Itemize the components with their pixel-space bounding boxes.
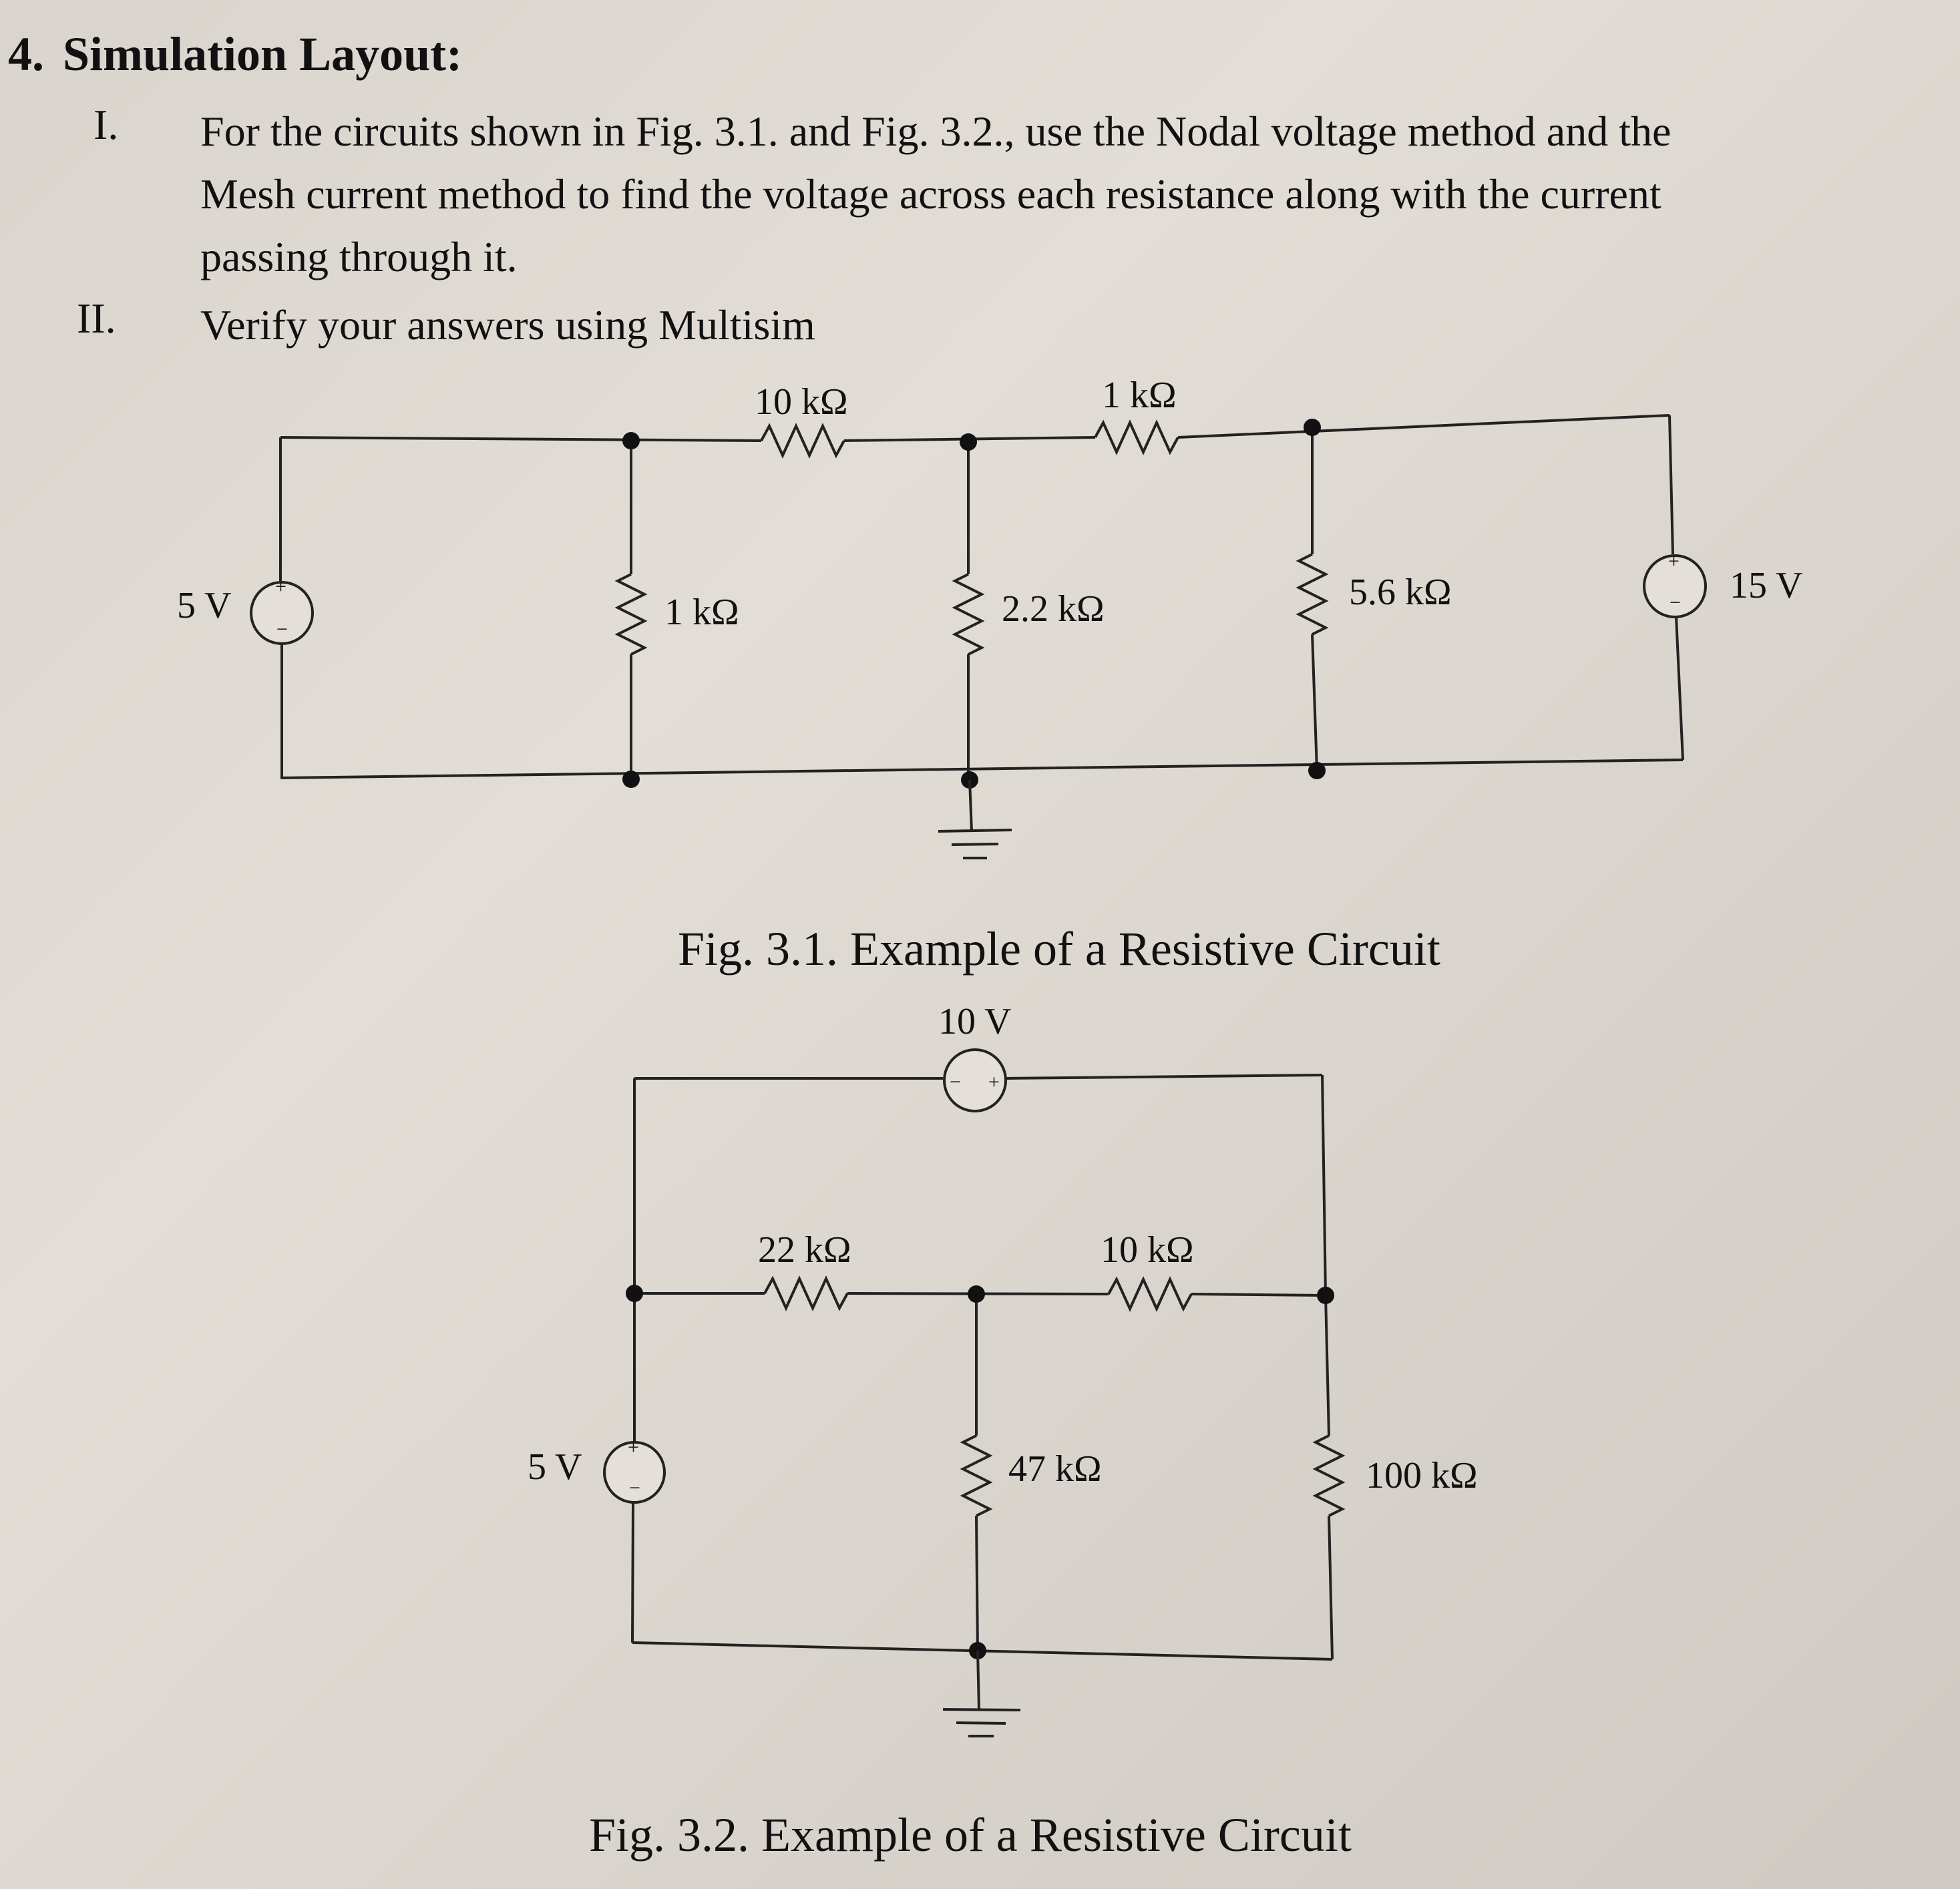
item-marker-1: I. [93,101,119,148]
fig2-resistor-22k-series [765,1279,847,1308]
fig2-series-10k-label: 10 kΩ [1101,1229,1194,1271]
fig1-resistor-1k-series [1095,423,1178,452]
fig1-resistor-5-6k-shunt [1299,554,1326,634]
fig2-top-wire-right [1006,1075,1322,1078]
fig2-caption: Fig. 3.2. Example of a Resistive Circuit [589,1808,1352,1862]
fig2-series-22k-label: 22 kΩ [758,1229,851,1271]
item-marker-2: II. [77,294,116,342]
fig1-source-5v-minus: − [276,618,288,640]
fig1-junction-dot [1304,419,1321,436]
fig1-junction-dot [960,433,977,451]
fig1-resistor-1k-shunt [618,574,644,654]
fig1-resistor-10k-series [761,426,844,455]
fig2-source-5v-minus: − [629,1477,640,1499]
fig1-source-5v-plus: + [275,576,286,598]
fig1-junction-dot [622,432,640,449]
fig2-resistor-47k-shunt [963,1436,990,1516]
figure-3-1 [177,375,1802,976]
fig2-shunt2-wire-top [1326,1295,1329,1436]
fig2-shunt-100k-label: 100 kΩ [1366,1455,1478,1496]
fig1-ground-symbol [938,780,1012,858]
item-1-line-3: passing through it. [200,233,518,280]
fig2-source-5v-label: 5 V [528,1446,582,1488]
fig2-shunt-47k-label: 47 kΩ [1008,1448,1102,1490]
fig1-bottom-wire [280,760,1683,778]
fig2-junction-dot [968,1285,985,1303]
fig1-shunt-1k-label: 1 kΩ [664,592,739,633]
fig1-shunt3-wire-bottom [1312,634,1317,771]
fig1-source-5v-label: 5 V [177,585,232,626]
fig2-shunt2-wire-bottom [1329,1516,1332,1659]
fig1-top-wire-left [280,437,761,441]
fig2-source-10v-minus: − [950,1071,961,1093]
item-1-line-2: Mesh current method to find the voltage across each resistance along with the current [200,170,1661,218]
fig1-series-1k-label: 1 kΩ [1102,375,1177,416]
figure-3-2 [528,1001,1478,1862]
fig2-left-wire-bottom [632,1502,633,1643]
fig2-mid-wire-right [1191,1294,1326,1295]
fig1-shunt-2-2k-label: 2.2 kΩ [1002,588,1105,630]
fig1-top-wire-right [1178,415,1670,437]
fig1-caption: Fig. 3.1. Example of a Resistive Circuit [678,922,1440,976]
item-1-line-1: For the circuits shown in Fig. 3.1. and Fig. 3.2., use the Nodal voltage method and the [200,108,1672,155]
fig2-resistor-10k-series [1109,1279,1191,1309]
fig1-right-wire-top [1670,415,1673,554]
section-number: 4. [8,27,44,81]
fig2-ground-symbol [943,1651,1020,1736]
fig2-source-5v-plus: + [628,1436,639,1458]
fig1-junction-dot [622,771,640,788]
fig1-source-15v-plus: + [1668,550,1680,572]
fig1-junction-dot [1308,762,1326,779]
fig1-right-wire-bottom [1676,617,1683,760]
fig2-resistor-100k-shunt [1316,1436,1342,1516]
fig2-shunt1-wire-bottom [976,1516,978,1651]
fig1-shunt-5-6k-label: 5.6 kΩ [1349,572,1452,613]
fig2-source-10v-plus: + [988,1071,1000,1093]
fig1-source-15v-label: 15 V [1730,565,1803,606]
fig1-resistor-2-2k-shunt [955,574,982,654]
section-title: Simulation Layout: [63,27,463,81]
fig2-junction-dot [1317,1287,1334,1304]
fig2-right-upper-wire [1322,1075,1326,1295]
item-text-2: Verify your answers using Multisim [200,301,815,349]
fig1-series-10k-label: 10 kΩ [755,381,848,423]
fig2-source-10v-label: 10 V [938,1001,1012,1042]
fig2-junction-dot [626,1285,643,1302]
fig1-source-15v-minus: − [1670,592,1681,614]
